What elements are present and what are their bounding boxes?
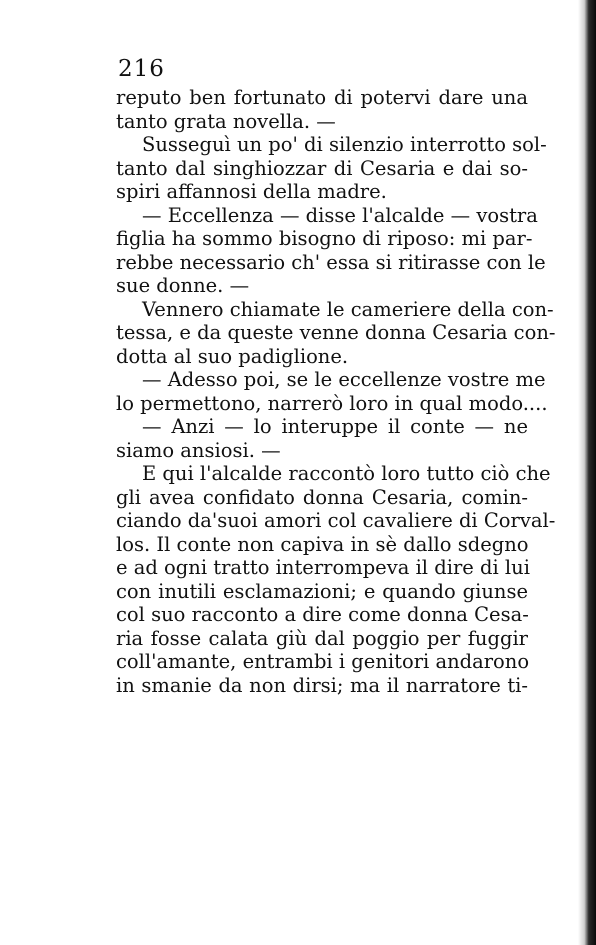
text-line: col suo racconto a dire come donna Cesa- <box>116 603 529 626</box>
text-line: tanto grata novella. — <box>116 109 336 133</box>
text-line: ciando da'suoi amori col cavaliere di Corval- <box>116 509 556 532</box>
text-line: Vennero chiamate le cameriere della con- <box>142 297 554 321</box>
text-line: spiri affannosi della madre. <box>116 180 387 203</box>
text-line: dotta al suo padiglione. <box>116 344 349 368</box>
body-text <box>116 86 556 697</box>
text-line: lo permettono, narrerò loro in qual modo.... <box>116 391 548 415</box>
book-spine-edge <box>578 0 596 945</box>
text-line: — Adesso poi, se le eccellenze vostre me <box>142 368 546 391</box>
text-line: tanto dal singhiozzar di Cesaria e dai so- <box>116 156 528 180</box>
text-line: los. Il conte non capiva in sè dallo sdegno <box>116 532 529 556</box>
page-number: 216 <box>118 56 165 82</box>
text-line: con inutili esclamazioni; e quando giunse <box>116 579 528 603</box>
text-line: siamo ansiosi. — <box>116 438 281 462</box>
text-line: reputo ben fortunato di potervi dare una <box>116 86 528 109</box>
text-line: tessa, e da queste venne donna Cesaria con- <box>116 321 556 344</box>
text-line: E qui l'alcalde raccontò loro tutto ciò che <box>142 462 551 485</box>
text-line: figlia ha sommo bisogno di riposo: mi par- <box>116 227 533 250</box>
text-line: in smanie da non dirsi; ma il narratore ti- <box>116 673 528 697</box>
text-line: Susseguì un po' di silenzio interrotto sol- <box>142 133 547 156</box>
text-line: — Eccellenza — disse l'alcalde — vostra <box>142 203 538 227</box>
text-line: sue donne. — <box>116 274 250 297</box>
text-line: ria fosse calata giù dal poggio per fuggir <box>116 626 528 650</box>
text-line: gli avea confidato donna Cesaria, comin- <box>116 485 528 509</box>
text-line: rebbe necessario ch' essa si ritirasse con le <box>116 250 546 274</box>
text-line: coll'amante, entrambi i genitori andarono <box>116 650 530 673</box>
text-line: — Anzi — lo interuppe il conte — ne <box>142 415 528 438</box>
text-line: e ad ogni tratto interrompeva il dire di lui <box>116 556 530 579</box>
